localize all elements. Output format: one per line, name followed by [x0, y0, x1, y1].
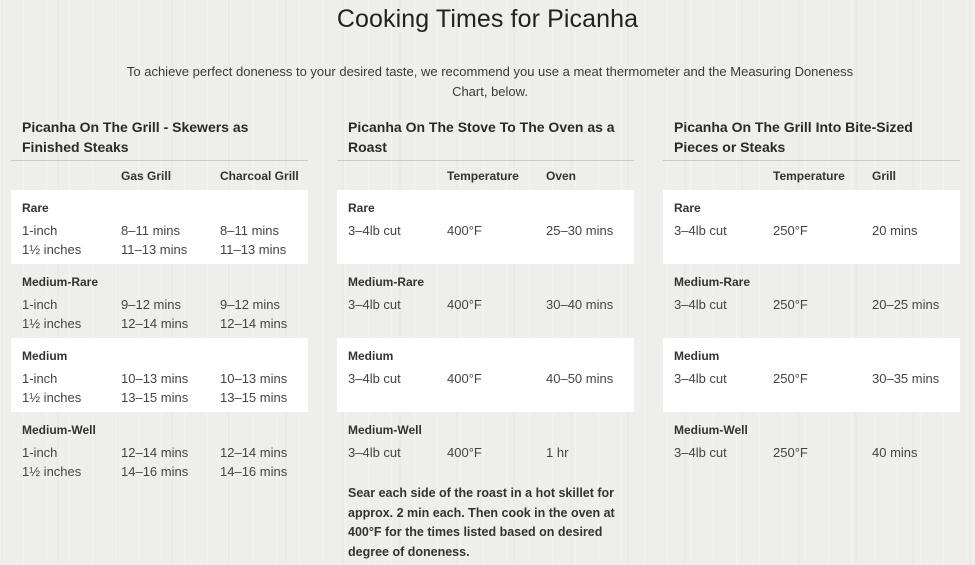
time-cell: 12–14 mins [121, 316, 189, 331]
doneness-block-medium-well [337, 412, 634, 486]
temperature-cell: 250°F [773, 371, 808, 386]
doneness-label: Medium-Rare [348, 275, 425, 289]
doneness-block-medium-well [11, 412, 308, 486]
time-cell: 12–14 mins [220, 316, 288, 331]
grill-bite-sized-column [663, 117, 960, 486]
time-cell: 9–12 mins [220, 297, 280, 312]
grill-skewers-column [11, 117, 308, 486]
time-cell: 13–15 mins [121, 390, 189, 405]
doneness-label: Rare [22, 201, 49, 215]
doneness-block-rare [663, 190, 960, 264]
time-cell: 40 mins [872, 445, 918, 460]
table-header [11, 166, 308, 190]
doneness-label: Medium [22, 349, 68, 363]
time-cell: 11–13 mins [220, 242, 287, 257]
temperature-cell: 250°F [773, 297, 808, 312]
column-header-temperature: Temperature [447, 169, 519, 183]
time-cell: 25–30 mins [546, 223, 614, 238]
thickness-cell: 1-inch [22, 297, 58, 312]
column-header-charcoal-grill: Charcoal Grill [220, 169, 299, 183]
time-cell: 20–25 mins [872, 297, 940, 312]
page-title: Cooking Times for Picanha [336, 5, 639, 33]
doneness-label: Medium [348, 349, 394, 363]
cut-cell: 3–4lb cut [348, 297, 401, 312]
temperature-cell: 400°F [447, 445, 482, 460]
time-cell: 13–15 mins [220, 390, 288, 405]
cut-cell: 3–4lb cut [348, 223, 401, 238]
column-heading: Picanha On The Grill Into Bite-Sized Pieces or Steaks [663, 117, 960, 161]
column-heading: Picanha On The Stove To The Oven as a Roast [337, 117, 634, 161]
time-cell: 10–13 mins [220, 371, 288, 386]
doneness-label: Medium [674, 349, 720, 363]
doneness-block-medium-rare [337, 264, 634, 338]
temperature-cell: 250°F [773, 223, 808, 238]
temperature-cell: 250°F [773, 445, 808, 460]
thickness-cell: 1-inch [22, 445, 58, 460]
doneness-label: Medium-Well [22, 423, 96, 437]
doneness-block-medium-rare [663, 264, 960, 338]
doneness-block-rare [337, 190, 634, 264]
thickness-cell: 1-inch [22, 371, 58, 386]
cut-cell: 3–4lb cut [348, 371, 401, 386]
doneness-label: Medium-Well [674, 423, 748, 437]
cut-cell: 3–4lb cut [348, 445, 401, 460]
cut-cell: 3–4lb cut [674, 223, 727, 238]
time-cell: 12–14 mins [220, 445, 288, 460]
column-header-grill: Grill [872, 169, 897, 183]
time-cell: 14–16 mins [121, 464, 189, 479]
time-cell: 14–16 mins [220, 464, 288, 479]
column-header-temperature: Temperature [773, 169, 845, 183]
stove-oven-roast-column [337, 117, 634, 486]
column-header-gas-grill: Gas Grill [121, 169, 172, 183]
thickness-cell: 1-inch [22, 223, 58, 238]
doneness-label: Rare [348, 201, 375, 215]
time-cell: 10–13 mins [121, 371, 189, 386]
time-cell: 20 mins [872, 223, 918, 238]
temperature-cell: 400°F [447, 371, 482, 386]
doneness-label: Medium-Rare [674, 275, 751, 289]
table-header [663, 166, 960, 190]
doneness-label: Medium-Well [348, 423, 422, 437]
intro-text: To achieve perfect doneness to your desired taste, we recommend you use a meat thermometer and the Measuring Doneness Chart, below. [126, 64, 854, 99]
thickness-cell: 1½ inches [22, 242, 82, 257]
time-cell: 12–14 mins [121, 445, 189, 460]
column-heading: Picanha On The Grill - Skewers as Finished Steaks [11, 117, 308, 161]
cut-cell: 3–4lb cut [674, 445, 727, 460]
temperature-cell: 400°F [447, 297, 482, 312]
doneness-block-medium-rare [11, 264, 308, 338]
doneness-block-rare [11, 190, 308, 264]
thickness-cell: 1½ inches [22, 316, 82, 331]
thickness-cell: 1½ inches [22, 464, 82, 479]
time-cell: 1 hr [546, 445, 569, 460]
time-cell: 8–11 mins [220, 223, 280, 238]
time-cell: 11–13 mins [121, 242, 188, 257]
time-cell: 9–12 mins [121, 297, 181, 312]
time-cell: 40–50 mins [546, 371, 614, 386]
doneness-block-medium [337, 338, 634, 412]
time-cell: 30–40 mins [546, 297, 614, 312]
roast-instructions-note: Sear each side of the roast in a hot skillet for approx. 2 min each. Then cook in the oven at 400°F for the times listed based on desired degree of doneness. [348, 486, 615, 559]
temperature-cell: 400°F [447, 223, 482, 238]
cut-cell: 3–4lb cut [674, 371, 727, 386]
doneness-block-medium [11, 338, 308, 412]
doneness-block-medium-well [663, 412, 960, 486]
doneness-label: Medium-Rare [22, 275, 99, 289]
time-cell: 8–11 mins [121, 223, 181, 238]
thickness-cell: 1½ inches [22, 390, 82, 405]
cut-cell: 3–4lb cut [674, 297, 727, 312]
time-cell: 30–35 mins [872, 371, 940, 386]
column-header-oven: Oven [546, 169, 577, 183]
doneness-label: Rare [674, 201, 701, 215]
doneness-block-medium [663, 338, 960, 412]
table-header [337, 166, 634, 190]
